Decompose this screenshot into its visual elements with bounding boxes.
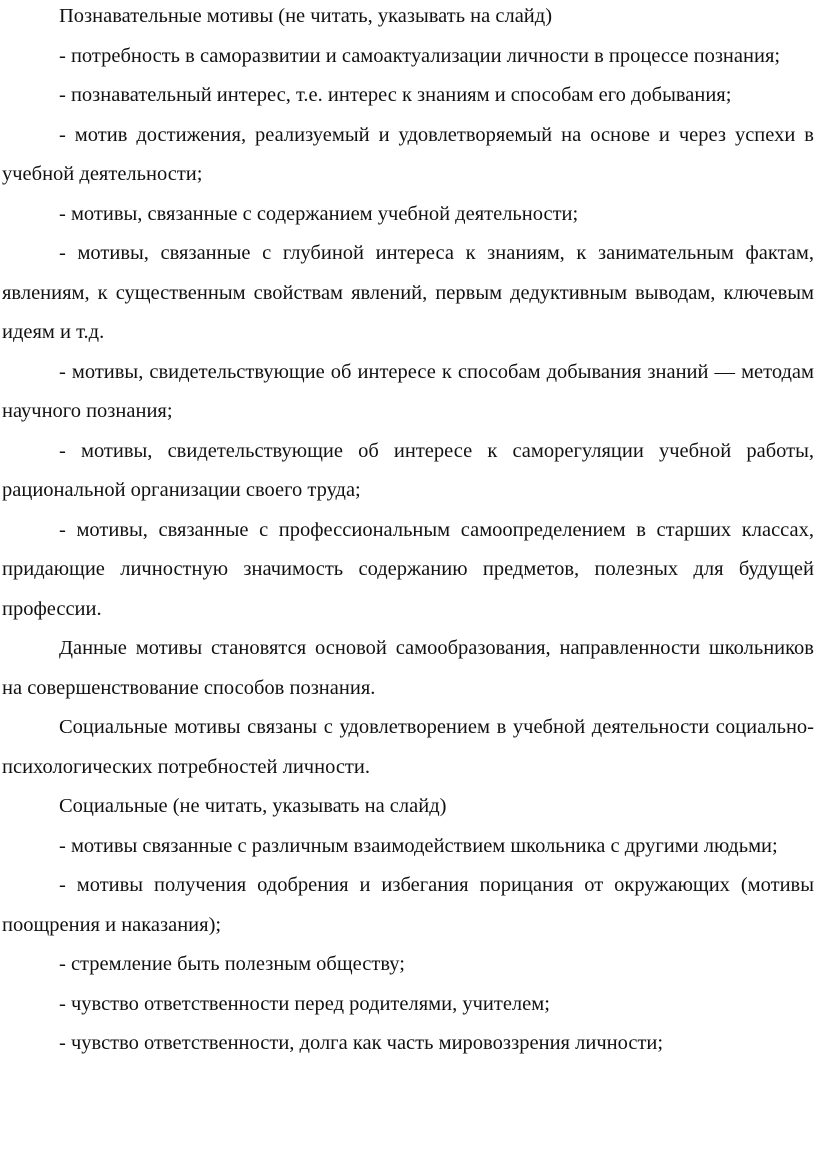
list-item: - мотивы, связанные с глубиной интереса к знаниям, к занимательным фактам, явлениям, к существенным свойствам явлений, первым дедуктивным выводам, ключевым идеям и т.д. <box>2 242 814 343</box>
list-item: - познавательный интерес, т.е. интерес к знаниям и способам его добывания; <box>59 84 732 106</box>
body-paragraph: Социальные мотивы связаны с удовлетворением в учебной деятельности социально-психологических потребностей личности. <box>2 716 814 778</box>
list-item: - мотивы получения одобрения и избегания порицания от окружающих (мотивы поощрения и наказания); <box>2 874 814 936</box>
list-item: - мотивы, свидетельствующие об интересе к способам добывания знаний — методам научного познания; <box>2 360 814 422</box>
heading-cognitive-motives: Познавательные мотивы (не читать, указывать на слайд) <box>59 5 553 27</box>
list-item: - мотивы, связанные с профессиональным самоопределением в старших классах, придающие личностную значимость содержанию предметов, полезных для будущей профессии. <box>2 518 814 620</box>
heading-social-motives: Социальные (не читать, указывать на слайд) <box>59 795 447 817</box>
list-item: - чувство ответственности, долга как часть мировоззрения личности; <box>59 1032 664 1054</box>
list-item: - стремление быть полезным обществу; <box>59 953 405 975</box>
list-item: - мотивы, связанные с содержанием учебной деятельности; <box>59 202 579 225</box>
list-item: - мотивы связанные с различным взаимодействием школьника с другими людьми; <box>59 834 778 857</box>
list-item: - потребность в саморазвитии и самоактуализации личности в процессе познания; <box>59 44 781 67</box>
list-item: - чувство ответственности перед родителями, учителем; <box>59 992 550 1015</box>
list-item: - мотив достижения, реализуемый и удовлетворяемый на основе и через успехи в учебной деятельности; <box>2 123 814 185</box>
list-item: - мотивы, свидетельствующие об интересе к саморегуляции учебной работы, рациональной организации своего труда; <box>2 439 814 501</box>
body-paragraph: Данные мотивы становятся основой самообразования, направленности школьников на совершенствование способов познания. <box>2 637 814 699</box>
